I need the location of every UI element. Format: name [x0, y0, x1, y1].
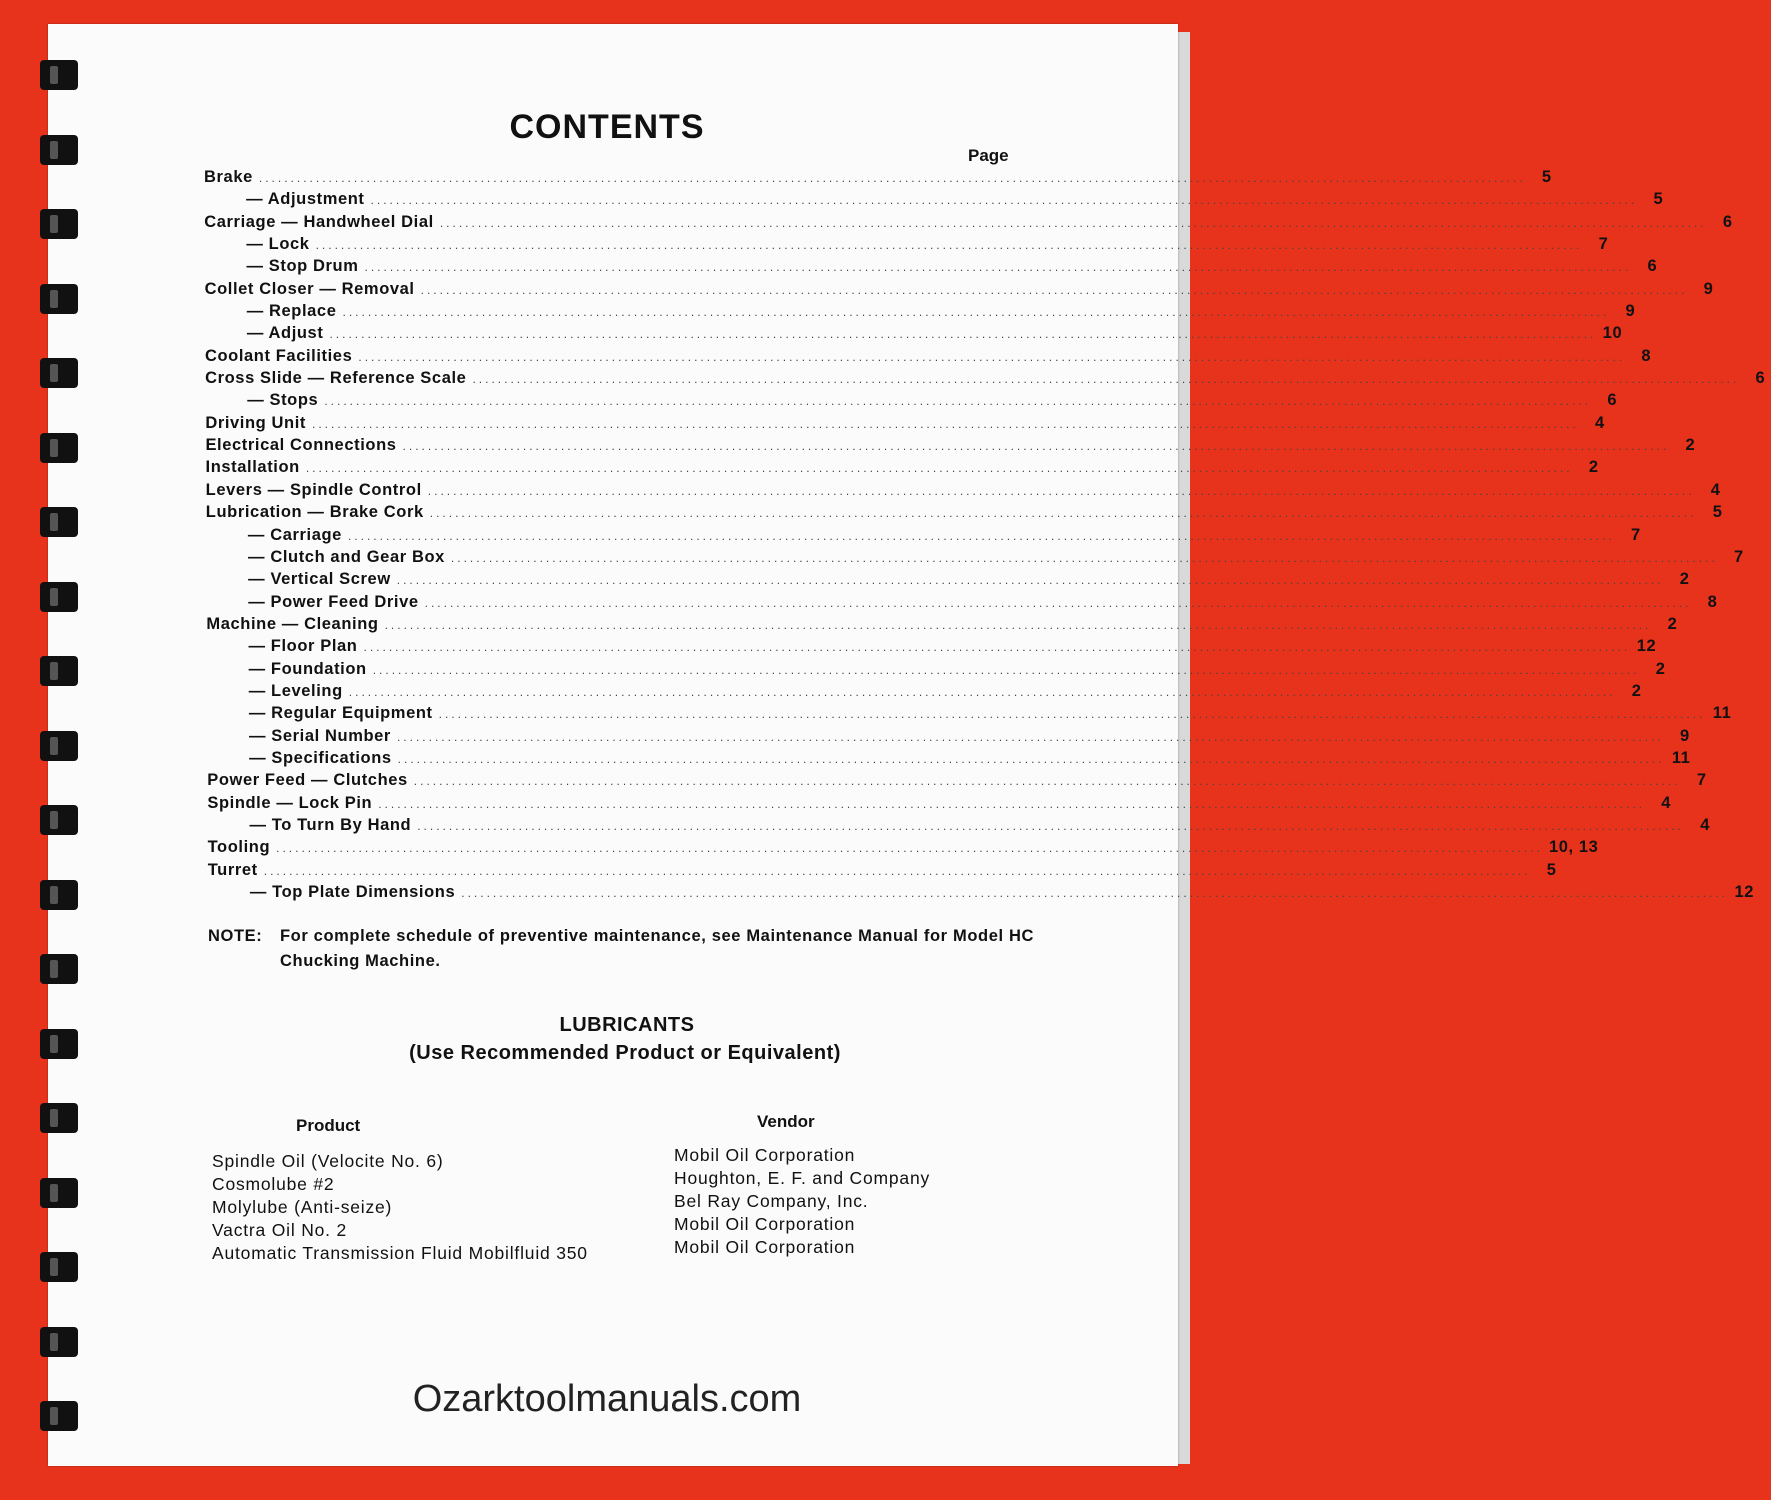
toc-entry-page: 4 — [1710, 480, 1721, 499]
toc-entry — [207, 838, 1599, 860]
toc-entry — [208, 883, 1755, 905]
toc-entry-label: Machine — Cleaning — [206, 614, 379, 633]
toc-entry — [205, 480, 1721, 503]
toc-entry — [204, 279, 1714, 302]
toc-entry-page: 2 — [1667, 614, 1678, 633]
dot-leader: ........................................................................................................................................................................................................ — [263, 863, 1531, 878]
toc-entry-page: 2 — [1655, 659, 1666, 678]
vendor-header: Vendor — [757, 1112, 815, 1131]
binding-coil — [40, 1327, 78, 1357]
dot-leader: ........................................................................................................................................................................................................ — [396, 573, 1664, 588]
toc-entry-page: 6 — [1755, 369, 1766, 388]
toc-entry-page: 7 — [1630, 525, 1641, 544]
toc-entry-page: 5 — [1653, 190, 1664, 209]
toc-entry-label: Installation — [205, 458, 300, 477]
toc-entry-label: — Clutch and Gear Box — [248, 547, 445, 566]
toc-entry — [205, 302, 1636, 324]
product-item: Automatic Transmission Fluid Mobilfluid 350 — [212, 1243, 588, 1263]
toc-entry — [207, 815, 1711, 838]
toc-entry-label: — Regular Equipment — [248, 704, 433, 723]
dot-leader: ........................................................................................................................................................................................................ — [439, 215, 1707, 230]
toc-entry-page: 11 — [1712, 704, 1732, 723]
toc-entry — [205, 413, 1605, 436]
binding-coil — [40, 507, 78, 537]
toc-entry — [204, 212, 1733, 235]
toc-entry-label: Coolant Facilities — [204, 346, 353, 365]
product-item: Vactra Oil No. 2 — [212, 1220, 348, 1240]
binding-coil — [40, 358, 78, 388]
toc-entry-page: 2 — [1679, 570, 1690, 589]
toc-entry-page: 7 — [1598, 235, 1609, 254]
toc-entry-page: 2 — [1631, 681, 1642, 700]
toc-entry-page: 5 — [1541, 168, 1552, 186]
dot-leader: ........................................................................................................................................................................................................ — [438, 707, 1706, 722]
dot-leader: ........................................................................................................................................................................................................ — [427, 483, 1695, 498]
binding-coil — [40, 209, 78, 239]
toc-entry-page: 4 — [1700, 815, 1711, 834]
binding-coil — [40, 954, 78, 984]
toc-entry — [205, 391, 1618, 413]
toc-entry-label: Electrical Connections — [205, 436, 397, 455]
toc-entry — [204, 257, 1658, 279]
toc-entry-page: 5 — [1712, 503, 1723, 522]
toc-entry-label: — To Turn By Hand — [249, 815, 412, 834]
toc-entry-page: 10 — [1602, 324, 1623, 343]
toc-entry-page: 8 — [1707, 592, 1718, 611]
toc-entry-label: — Floor Plan — [248, 637, 358, 656]
toc-entry-page: 9 — [1679, 726, 1690, 745]
toc-entry-label: — Top Plate Dimensions — [249, 883, 456, 901]
toc-entry-page: 2 — [1588, 458, 1599, 477]
toc-entry-label: Lubrication — Brake Cork — [205, 503, 424, 522]
vendor-item: Mobil Oil Corporation — [674, 1237, 856, 1257]
toc-entry-page: 4 — [1661, 793, 1671, 812]
toc-entry — [205, 458, 1599, 480]
dot-leader: ........................................................................................................................................................................................................ — [312, 416, 1579, 431]
toc-entry-page: 12 — [1636, 637, 1657, 656]
toc-entry-label: — Vertical Screw — [248, 570, 391, 589]
toc-entry-label: Collet Closer — Removal — [204, 279, 415, 298]
product-header: Product — [296, 1116, 361, 1135]
toc-entry-page: 6 — [1722, 212, 1733, 231]
lubricants-subtitle: (Use Recommended Product or Equivalent) — [409, 1042, 841, 1064]
toc-entry-page: 10, 13 — [1548, 838, 1599, 857]
page-column-header: Page — [968, 146, 1009, 165]
toc-entry-page: 6 — [1647, 257, 1658, 276]
toc-entry — [207, 704, 1732, 726]
vendor-list — [674, 1144, 930, 1259]
binding-coil — [40, 880, 78, 910]
toc-entry — [206, 614, 1678, 637]
toc-entry-page: 8 — [1641, 346, 1652, 365]
toc-entry-page: 9 — [1703, 279, 1714, 298]
toc-entry — [205, 436, 1696, 458]
dot-leader: ........................................................................................................................................................................................................ — [364, 260, 1632, 275]
dot-leader: ........................................................................................................................................................................................................ — [372, 662, 1640, 677]
dot-leader: ........................................................................................................................................................................................................ — [370, 193, 1638, 208]
toc-entry-label: — Foundation — [248, 659, 367, 678]
toc-entry-page: 7 — [1696, 771, 1707, 790]
toc-entry-label: Cross Slide — Reference Scale — [205, 369, 467, 388]
toc-entry — [204, 235, 1609, 257]
dot-leader: ........................................................................................................................................................................................................ — [342, 305, 1610, 320]
binding-coil — [40, 284, 78, 314]
toc-entry-label: Tooling — [207, 838, 271, 857]
dot-leader: ........................................................................................................................................................................................................ — [420, 282, 1688, 297]
toc-entry-page: 9 — [1625, 302, 1636, 321]
toc-entry-label: Carriage — Handwheel Dial — [204, 212, 434, 231]
note-text: For complete schedule of preventive maintenance, see Maintenance Manual for Model HC Chucking Machine. — [280, 927, 1034, 970]
binding-coil — [40, 1178, 78, 1208]
dot-leader: ........................................................................................................................................................................................................ — [396, 729, 1664, 744]
toc-entry-label: Power Feed — Clutches — [207, 771, 408, 790]
dot-leader: ........................................................................................................................................................................................................ — [429, 506, 1697, 521]
dot-leader: ........................................................................................................................................................................................................ — [348, 684, 1616, 699]
toc-entry — [207, 860, 1557, 883]
dot-leader: ........................................................................................................................................................................................................ — [258, 171, 1526, 185]
note-label: NOTE: — [208, 927, 263, 945]
toc-entry — [205, 369, 1766, 391]
product-list — [212, 1150, 588, 1265]
toc-entry-label: — Stops — [247, 391, 319, 410]
dot-leader: ........................................................................................................................................................................................................ — [413, 774, 1681, 789]
dot-leader: ........................................................................................................................................................................................................ — [417, 818, 1685, 833]
dot-leader: ........................................................................................................................................................................................................ — [276, 841, 1543, 856]
dot-leader: ........................................................................................................................................................................................................ — [363, 640, 1631, 655]
product-item: Spindle Oil (Velocite No. 6) — [212, 1151, 444, 1171]
toc-entry-label: Levers — Spindle Control — [205, 480, 422, 499]
dot-leader: ........................................................................................................................................................................................................ — [472, 372, 1740, 387]
binding-coil — [40, 731, 78, 761]
dot-leader: ........................................................................................................................................................................................................ — [450, 550, 1718, 565]
watermark: Ozarktoolmanuals.com — [412, 1378, 802, 1420]
toc-entry-page: 11 — [1671, 748, 1691, 767]
lubricants-title: LUBRICANTS — [559, 1014, 695, 1036]
toc-entry — [206, 570, 1690, 592]
dot-leader: ........................................................................................................................................................................................................ — [397, 751, 1665, 766]
toc-entry — [207, 659, 1666, 682]
toc-entry-label: — Power Feed Drive — [248, 592, 419, 611]
toc-entry-label: Brake — [204, 168, 253, 186]
toc-entry-label: Turret — [207, 860, 258, 879]
product-item: Molylube (Anti-seize) — [212, 1197, 393, 1217]
toc-entry — [206, 525, 1641, 548]
toc-entry-label: Spindle — Lock Pin — [207, 793, 373, 812]
table-of-contents — [204, 168, 1766, 905]
binding-coil — [40, 60, 78, 90]
binding-coil — [40, 1103, 78, 1133]
dot-leader: ........................................................................................................................................................................................................ — [347, 528, 1615, 543]
dot-leader: ........................................................................................................................................................................................................ — [358, 349, 1626, 364]
toc-entry — [207, 771, 1707, 793]
dot-leader: ........................................................................................................................................................................................................ — [402, 439, 1670, 454]
toc-entry — [204, 346, 1652, 369]
toc-entry — [204, 168, 1552, 190]
vendor-item: Bel Ray Company, Inc. — [674, 1191, 869, 1211]
dot-leader: ........................................................................................................................................................................................................ — [378, 796, 1645, 811]
toc-entry-label: — Replace — [246, 302, 337, 321]
toc-entry — [207, 681, 1642, 704]
toc-entry — [207, 748, 1691, 771]
toc-entry-label: Driving Unit — [205, 413, 307, 432]
spiral-binding — [40, 60, 80, 1450]
toc-entry-label: — Adjustment — [246, 190, 365, 209]
maintenance-note — [208, 924, 1034, 974]
dot-leader: ........................................................................................................................................................................................................ — [329, 327, 1597, 342]
toc-entry — [205, 503, 1723, 525]
toc-entry — [207, 793, 1671, 816]
toc-entry-label: — Carriage — [247, 525, 342, 544]
toc-entry — [205, 324, 1623, 346]
toc-entry-label: — Serial Number — [249, 726, 391, 745]
dot-leader: ........................................................................................................................................................................................................ — [384, 617, 1652, 632]
toc-entry-label: — Stop Drum — [246, 257, 359, 276]
toc-entry — [204, 190, 1664, 212]
toc-entry-page: 2 — [1685, 436, 1696, 455]
dot-leader: ........................................................................................................................................................................................................ — [305, 461, 1573, 476]
toc-entry-page: 7 — [1733, 547, 1744, 566]
toc-entry-label: — Adjust — [246, 324, 324, 343]
binding-coil — [40, 1252, 78, 1282]
toc-entry-label: — Lock — [246, 235, 310, 254]
binding-coil — [40, 433, 78, 463]
toc-entry-page: 6 — [1607, 391, 1618, 410]
binding-coil — [40, 805, 78, 835]
toc-entry-page: 4 — [1595, 413, 1605, 432]
toc-entry-label: — Specifications — [249, 748, 392, 767]
toc-entry-label: — Leveling — [248, 681, 343, 700]
page-title: CONTENTS — [509, 108, 705, 146]
toc-entry — [206, 547, 1744, 570]
toc-entry-page: 12 — [1734, 883, 1755, 901]
dot-leader: ........................................................................................................................................................................................................ — [461, 886, 1729, 900]
toc-entry — [207, 637, 1657, 659]
product-item: Cosmolube #2 — [212, 1174, 335, 1194]
binding-coil — [40, 582, 78, 612]
dot-leader: ........................................................................................................................................................................................................ — [424, 595, 1692, 610]
toc-entry-page: 5 — [1546, 860, 1557, 879]
binding-coil — [40, 656, 78, 686]
vendor-item: Mobil Oil Corporation — [674, 1145, 856, 1165]
vendor-item: Mobil Oil Corporation — [674, 1214, 856, 1234]
dot-leader: ........................................................................................................................................................................................................ — [324, 394, 1592, 409]
dot-leader: ........................................................................................................................................................................................................ — [315, 238, 1583, 253]
toc-entry — [207, 726, 1690, 749]
vendor-item: Houghton, E. F. and Company — [674, 1168, 931, 1188]
toc-entry — [206, 592, 1718, 615]
